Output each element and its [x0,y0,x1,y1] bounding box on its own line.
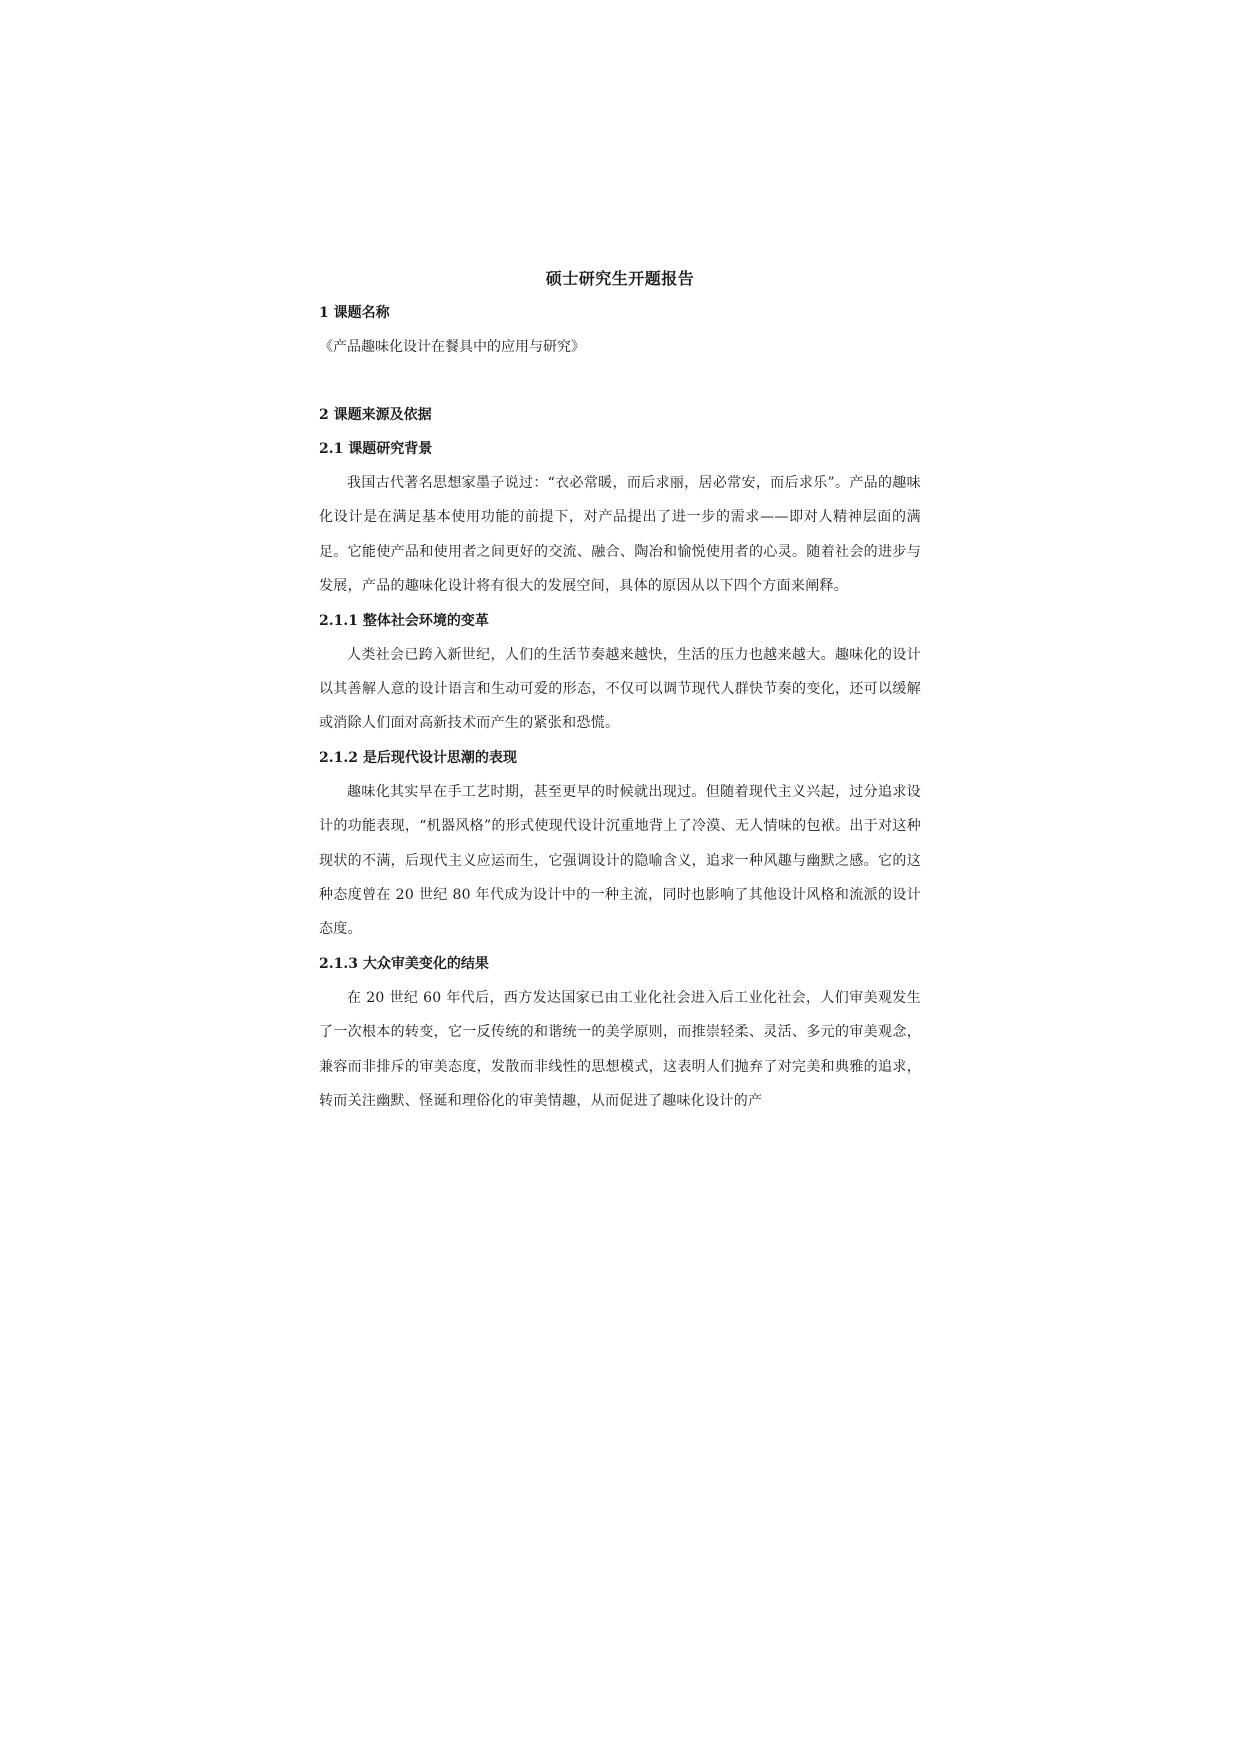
topic-name-text: 《产品趣味化设计在餐具中的应用与研究》 [319,339,585,355]
subsection-heading-social-environment: 2.1.1 整体社会环境的变革 [319,612,489,629]
subsection-heading-aesthetics: 2.1.3 大众审美变化的结果 [319,955,489,972]
paragraph-social-environment: 人类社会已跨入新世纪，人们的生活节奏越来越快，生活的压力也越来越大。趣味化的设计以其善解人意的设计语言和生动可爱的形态，不仅可以调节现代人群快节奏的变化，还可以缓解或消除人们面对高新技术而产生的紧张和恐慌。 [319,646,921,732]
section-heading-topic-source: 2 课题来源及依据 [319,407,432,423]
document-title: 硕士研究生开题报告 [545,269,695,288]
paragraph-aesthetics: 在 20 世纪 60 年代后，西方发达国家已由工业化社会进入后工业化社会，人们审美观发生了一次根本的转变，它一反传统的和谐统一的美学原则，而推崇轻柔、灵活、多元的审美观念，兼容而非排斥的审美态度，发散而非线性的思想模式，这表明人们抛弃了对完美和典雅的追求，转而关注幽默、怪诞和理俗化的审美情趣，从而促进了趣味化设计的产 [319,989,921,1110]
subsection-heading-research-background: 2.1 课题研究背景 [319,441,433,457]
paragraph-postmodern: 趣味化其实早在手工艺时期，甚至更早的时候就出现过。但随着现代主义兴起，过分追求设计的功能表现，“机器风格”的形式使现代设计沉重地背上了冷漠、无人情味的包袱。出于对这种现状的不满，后现代主义应运而生，它强调设计的隐喻含义，追求一种风趣与幽默之感。它的这种态度曾在 20 世纪 80 年代成为设计中的一种主流，同时也影响了其他设计风格和流派的设计态度。 [319,783,921,938]
subsection-heading-postmodern: 2.1.2 是后现代设计思潮的表现 [319,749,517,766]
blank-line [319,364,921,398]
paragraph-background: 我国古代著名思想家墨子说过：“衣必常暖，而后求丽，居必常安，而后求乐”。产品的趣味化设计是在满足基本使用功能的前提下，对产品提出了进一步的需求——即对人精神层面的满足。它能使产品和使用者之间更好的交流、融合、陶冶和愉悦使用者的心灵。随着社会的进步与发展，产品的趣味化设计将有很大的发展空间，具体的原因从以下四个方面来阐释。 [319,475,921,595]
section-heading-topic-name: 1 课题名称 [319,305,390,321]
document-page [319,262,921,1119]
